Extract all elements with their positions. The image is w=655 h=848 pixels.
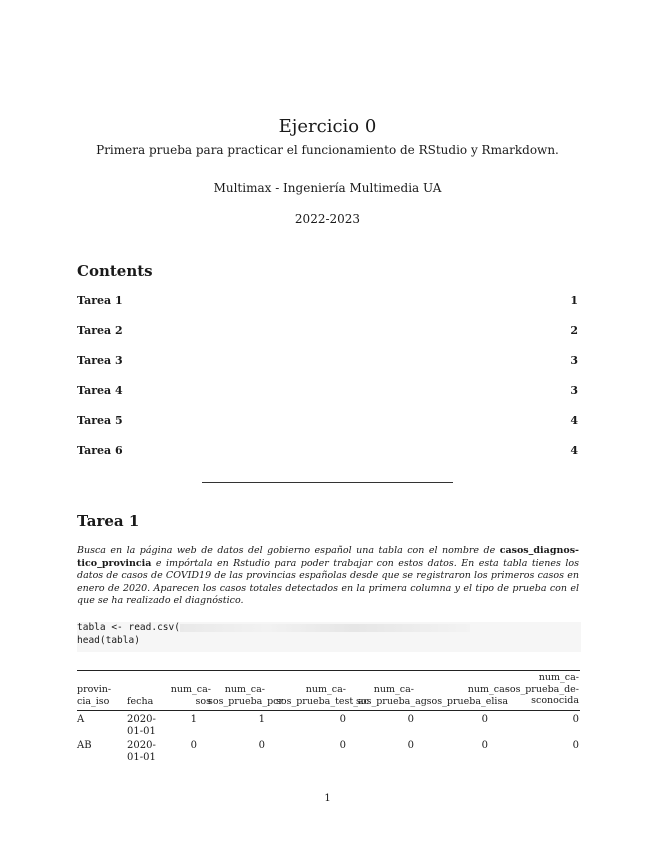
header-line: cia_iso: [77, 695, 110, 707]
header-line: num_ca-: [467, 684, 508, 695]
cell-num-casos-test-ac: 0: [339, 740, 346, 751]
header-line: fecha: [127, 696, 154, 707]
cell-num-casos: 0: [190, 740, 197, 751]
toc-item-label: Tarea 3: [77, 354, 123, 367]
task-description-text-start: Busca en la página web de datos del gobierno español una tabla con el nombre de: [77, 545, 500, 556]
cell-fecha: [127, 714, 156, 738]
cell-num-casos-pcr: 0: [258, 740, 265, 751]
document-author: Multimax - Ingeniería Multimedia UA: [213, 181, 442, 195]
header-line: sos_prueba_test_ac: [276, 695, 369, 707]
toc-item-tarea-3[interactable]: [77, 354, 578, 367]
document-subtitle: Primera prueba para practicar el funcionamiento de RStudio y Rmarkdown.: [96, 143, 559, 157]
cell-num-casos-test-ac: 0: [339, 714, 346, 725]
table-header-rule: [77, 710, 580, 711]
column-header-num-casos-elisa: [420, 684, 508, 707]
toc-item-label: Tarea 2: [77, 324, 123, 337]
header-line: num_ca-: [224, 684, 265, 695]
column-header-num-casos-desconocida: [496, 672, 579, 707]
cell-fecha: [127, 740, 156, 764]
header-line: sos_prueba_elisa: [426, 695, 508, 707]
toc-item-page: 4: [570, 444, 578, 457]
document-date: 2022-2023: [294, 212, 361, 226]
document-title: Ejercicio 0: [278, 116, 377, 137]
column-header-num-casos-test-ac: [276, 684, 369, 707]
toc-item-page: 3: [570, 354, 578, 367]
toc-item-label: Tarea 5: [77, 414, 123, 427]
toc-item-page: 4: [570, 414, 578, 427]
cell-num-casos-desconocida: 0: [572, 740, 579, 751]
header-line: num_ca-: [170, 684, 211, 695]
header-line: num_ca-: [373, 684, 414, 695]
cell-provincia: AB: [77, 740, 92, 751]
header-line: sconocida: [531, 695, 579, 706]
header-line: sos_prueba_pcr: [208, 695, 284, 707]
task-description: [77, 545, 579, 608]
column-header-num-casos: [160, 684, 211, 707]
toc-item-tarea-2[interactable]: [77, 324, 578, 337]
toc-item-page: 2: [570, 324, 578, 337]
section-heading-tarea-1: Tarea 1: [77, 512, 140, 530]
cell-line: 01-01: [127, 752, 156, 763]
cell-num-casos-elisa: 0: [481, 740, 488, 751]
task-description-text-end: e impórtala en Rstudio para poder trabajar con estos datos. En esta tabla tienes los datos de casos de COVID19 de las provincias españolas desde que se registraron los primeros casos en enero de 2020. Aparecen los casos totales detectados en la primera columna y el tipo de prueba con el que se ha realizado el diagnóstico.: [77, 557, 579, 606]
cell-num-casos-pcr: 1: [258, 714, 265, 725]
header-line: num_ca-: [538, 672, 579, 683]
column-header-num-casos-ag: [356, 684, 427, 707]
code-text: tabla <- read.csv(: [77, 622, 180, 633]
toc-item-tarea-1[interactable]: [77, 294, 578, 307]
toc-item-page: 3: [570, 384, 578, 397]
toc-item-label: Tarea 6: [77, 444, 123, 457]
code-text: head(tabla): [77, 634, 140, 646]
cell-num-casos-ag: 0: [407, 714, 414, 725]
header-line: sos: [195, 695, 211, 707]
code-block: [77, 622, 581, 652]
page-number: 1: [324, 793, 331, 804]
table-top-rule: [77, 670, 580, 671]
toc-item-label: Tarea 4: [77, 384, 123, 397]
contents-heading: Contents: [77, 262, 153, 280]
cell-provincia: A: [77, 714, 85, 725]
cell-num-casos-ag: 0: [407, 740, 414, 751]
toc-item-tarea-4[interactable]: [77, 384, 578, 397]
column-header-provincia: [77, 684, 111, 707]
header-line: provin-: [77, 684, 112, 695]
header-line: sos_prueba_ag: [356, 695, 427, 707]
cell-num-casos: 1: [190, 714, 197, 725]
column-header-num-casos-pcr: [208, 684, 284, 707]
cell-line: 01-01: [127, 726, 156, 737]
code-line-2: [77, 635, 581, 648]
cell-line: 2020-: [127, 714, 156, 725]
toc-item-tarea-6[interactable]: [77, 444, 578, 457]
header-line: sos_prueba_de-: [505, 683, 579, 695]
toc-item-tarea-5[interactable]: [77, 414, 578, 427]
toc-item-page: 1: [570, 294, 578, 307]
section-divider: [202, 482, 453, 483]
column-header-fecha: [127, 696, 153, 708]
cell-num-casos-elisa: 0: [481, 714, 488, 725]
cell-num-casos-desconocida: 0: [572, 714, 579, 725]
cell-line: 2020-: [127, 740, 156, 751]
header-line: num_ca-: [305, 684, 346, 695]
redacted-path: [180, 624, 470, 632]
code-line-1: [77, 622, 581, 635]
toc-item-label: Tarea 1: [77, 294, 123, 307]
dataset-name: casos_diagnos-tico_provincia: [77, 545, 579, 569]
